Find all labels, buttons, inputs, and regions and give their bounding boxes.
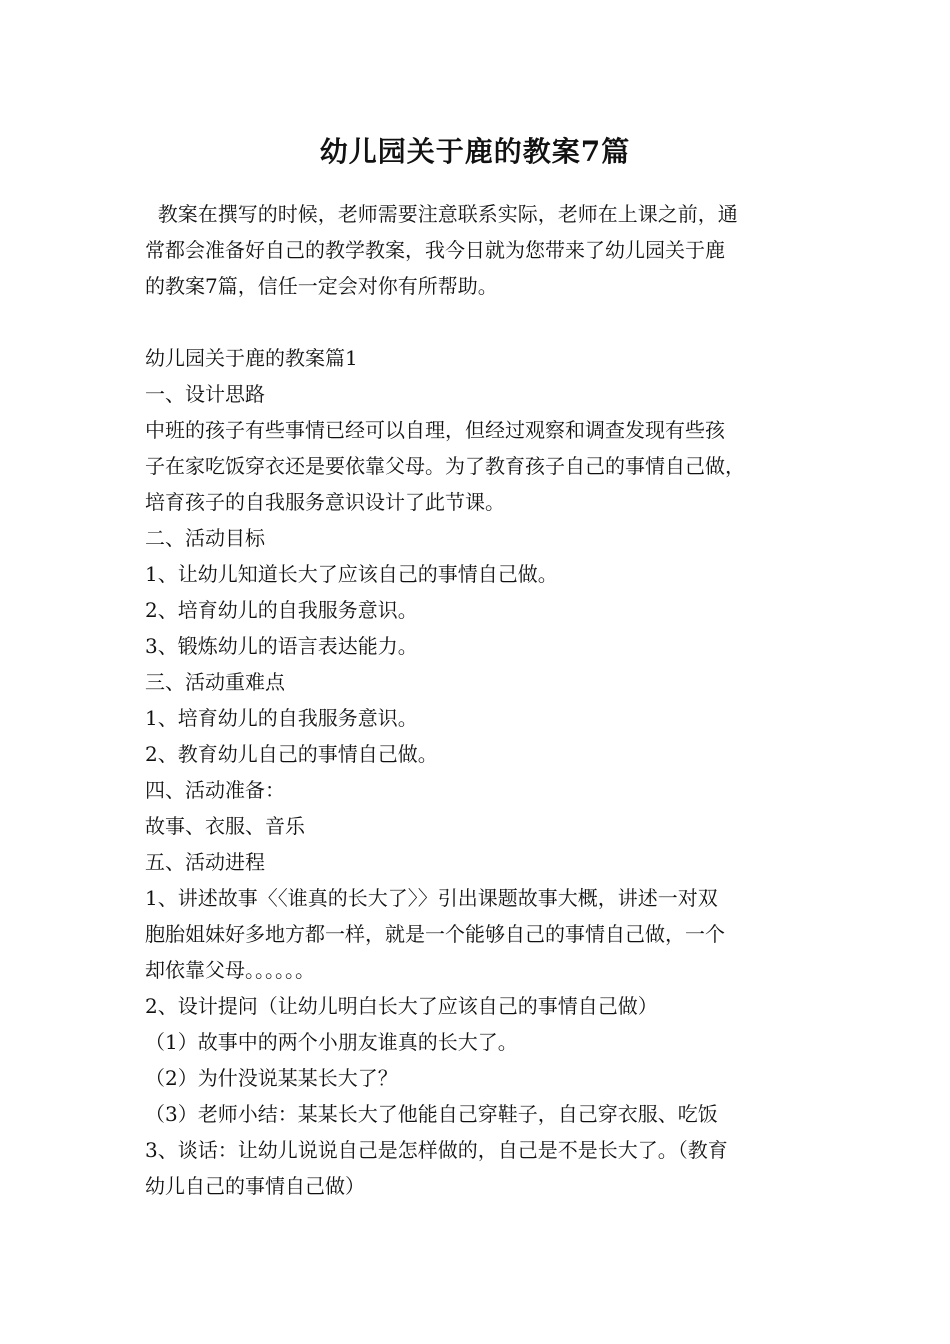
list-item: 2、设计提问（让幼儿明白长大了应该自己的事情自己做）	[145, 994, 658, 1018]
list-item: 1、讲述故事〈〈谁真的长大了〉〉引出课题故事大概，讲述一对双	[145, 886, 718, 910]
list-item: 2、培育幼儿的自我服务意识。	[145, 598, 418, 622]
lesson-body	[145, 340, 815, 1204]
body-line: 培育孩子的自我服务意识设计了此节课。	[145, 490, 505, 514]
body-line: 胞胎姐妹好多地方都一样，就是一个能够自己的事情自己做，一个	[145, 922, 725, 946]
list-item: 3、谈话：让幼儿说说自己是怎样做的，自己是不是长大了。（教育	[145, 1138, 728, 1162]
subsection-heading: 五、活动进程	[145, 850, 265, 874]
body-line: 幼儿自己的事情自己做）	[145, 1174, 365, 1198]
intro-line: 教案在撰写的时候，老师需要注意联系实际，老师在上课之前，通	[145, 202, 738, 226]
list-item: 3、锻炼幼儿的语言表达能力。	[145, 634, 418, 658]
body-line: 故事、衣服、音乐	[145, 814, 305, 838]
subsection-heading: 一、设计思路	[145, 382, 265, 406]
sub-list-item: （1）故事中的两个小朋友谁真的长大了。	[145, 1030, 518, 1054]
section-heading: 幼儿园关于鹿的教案篇1	[145, 346, 358, 370]
body-line: 却依靠父母。。。。。。	[145, 958, 315, 982]
document-title: 幼儿园关于鹿的教案7篇	[319, 135, 631, 168]
body-line: 子在家吃饭穿衣还是要依靠父母。为了教育孩子自己的事情自己做，	[145, 454, 745, 478]
subsection-heading: 二、活动目标	[145, 526, 265, 550]
intro-line: 的教案7篇，信任一定会对你有所帮助。	[145, 274, 498, 298]
list-item: 1、让幼儿知道长大了应该自己的事情自己做。	[145, 562, 558, 586]
sub-list-item: （2）为什没说某某长大了？	[145, 1066, 398, 1090]
subsection-heading: 四、活动准备：	[145, 778, 285, 802]
list-item: 2、教育幼儿自己的事情自己做。	[145, 742, 438, 766]
intro-line: 常都会准备好自己的教学教案，我今日就为您带来了幼儿园关于鹿	[145, 238, 725, 262]
sub-list-item: （3）老师小结：某某长大了他能自己穿鞋子，自己穿衣服、吃饭	[145, 1102, 718, 1126]
subsection-heading: 三、活动重难点	[145, 670, 285, 694]
body-line: 中班的孩子有些事情已经可以自理，但经过观察和调查发现有些孩	[145, 418, 725, 442]
intro-paragraph	[145, 196, 810, 304]
list-item: 1、培育幼儿的自我服务意识。	[145, 706, 418, 730]
